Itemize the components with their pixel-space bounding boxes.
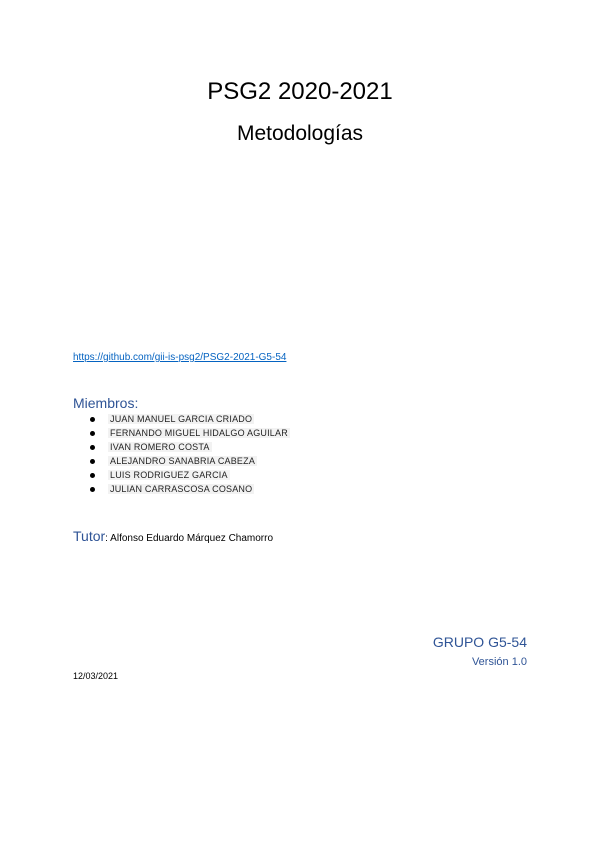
member-name: JULIAN CARRASCOSA COSANO [110,484,253,494]
document-subtitle: Metodologías [236,122,364,145]
list-item [88,412,290,426]
version-label: Versión 1.0 [471,656,527,668]
bullet-icon [90,487,95,492]
members-list [88,412,290,496]
list-item [88,468,290,482]
list-item [88,426,290,440]
tutor-line [73,527,273,548]
members-heading: Miembros: [73,395,139,411]
bullet-icon [90,431,95,436]
list-item [88,454,290,468]
repository-link[interactable]: https://github.com/gii-is-psg2/PSG2-2021-G5-54 [73,352,287,363]
tutor-label: Tutor [73,528,106,544]
document-date: 12/03/2021 [73,671,119,681]
document-title: PSG2 2020-2021 [207,78,393,105]
member-name: IVAN ROMERO COSTA [110,442,210,452]
bullet-icon [90,445,95,450]
tutor-colon: : [105,533,108,544]
list-item [88,482,290,496]
member-name: JUAN MANUEL GARCIA CRIADO [110,414,253,424]
bullet-icon [90,417,95,422]
member-name: ALEJANDRO SANABRIA CABEZA [110,456,256,466]
tutor-name: Alfonso Eduardo Márquez Chamorro [110,533,274,544]
list-item [88,440,290,454]
bullet-icon [90,459,95,464]
group-label: GRUPO G5-54 [432,634,527,650]
member-name: FERNANDO MIGUEL HIDALGO AGUILAR [110,428,288,438]
member-name: LUIS RODRIGUEZ GARCIA [110,470,228,480]
bullet-icon [90,473,95,478]
